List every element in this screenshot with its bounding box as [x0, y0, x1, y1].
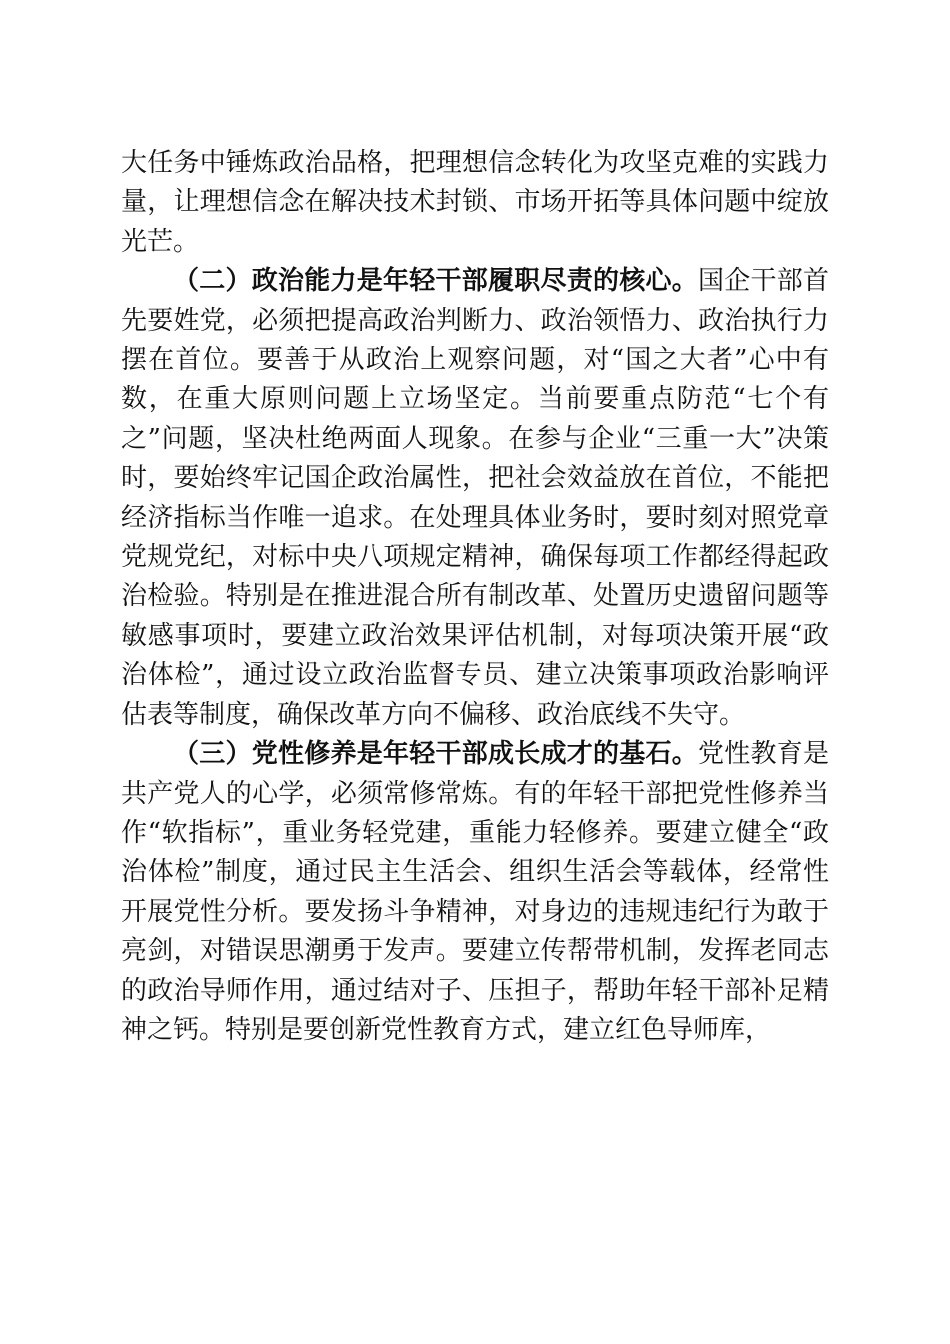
body-text — [121, 144, 829, 1050]
paragraph-lead-heading: （三）党性修养是年轻干部成长成才的基石。 — [173, 739, 698, 770]
paragraph-lead-heading: （二）政治能力是年轻干部履职尽责的核心。 — [173, 266, 698, 297]
paragraph-text: 国企干部首先要姓党，必须把提高政治判断力、政治领悟力、政治执行力摆在首位。要善于从政治上观察问题，对“国之大者”心中有数，在重大原则问题上立场坚定。当前要重点防范“七个有之”问题，坚决杜绝两面人现象。在参与企业“三重一大”决策时，要始终牢记国企政治属性，把社会效益放在首位，不能把经济指标当作唯一追求。在处理具体业务时，要时刻对照党章党规党纪，对标中央八项规定精神，确保每项工作都经得起政治检验。特别是在推进混合所有制改革、处置历史遗留问题等敏感事项时，要建立政治效果评估机制，对每项决策开展“政治体检”，通过设立政治监督专员、建立决策事项政治影响评估表等制度，确保改革方向不偏移、政治底线不失守。 — [121, 266, 829, 730]
paragraph-party-spirit — [121, 735, 829, 1050]
paragraph-continuation — [121, 144, 829, 262]
paragraph-text: 大任务中锤炼政治品格，把理想信念转化为攻坚克难的实践力量，让理想信念在解决技术封锁、市场开拓等具体问题中绽放光芒。 — [121, 148, 829, 257]
paragraph-text: 党性教育是共产党人的心学，必须常修常炼。有的年轻干部把党性修养当作“软指标”，重业务轻党建，重能力轻修养。要建立健全“政治体检”制度，通过民主生活会、组织生活会等载体，经常性开展党性分析。要发扬斗争精神，对身边的违规违纪行为敢于亮剑，对错误思潮勇于发声。要建立传帮带机制，发挥老同志的政治导师作用，通过结对子、压担子，帮助年轻干部补足精神之钙。特别是要创新党性教育方式，建立红色导师库， — [121, 739, 829, 1045]
paragraph-political-ability — [121, 262, 829, 735]
